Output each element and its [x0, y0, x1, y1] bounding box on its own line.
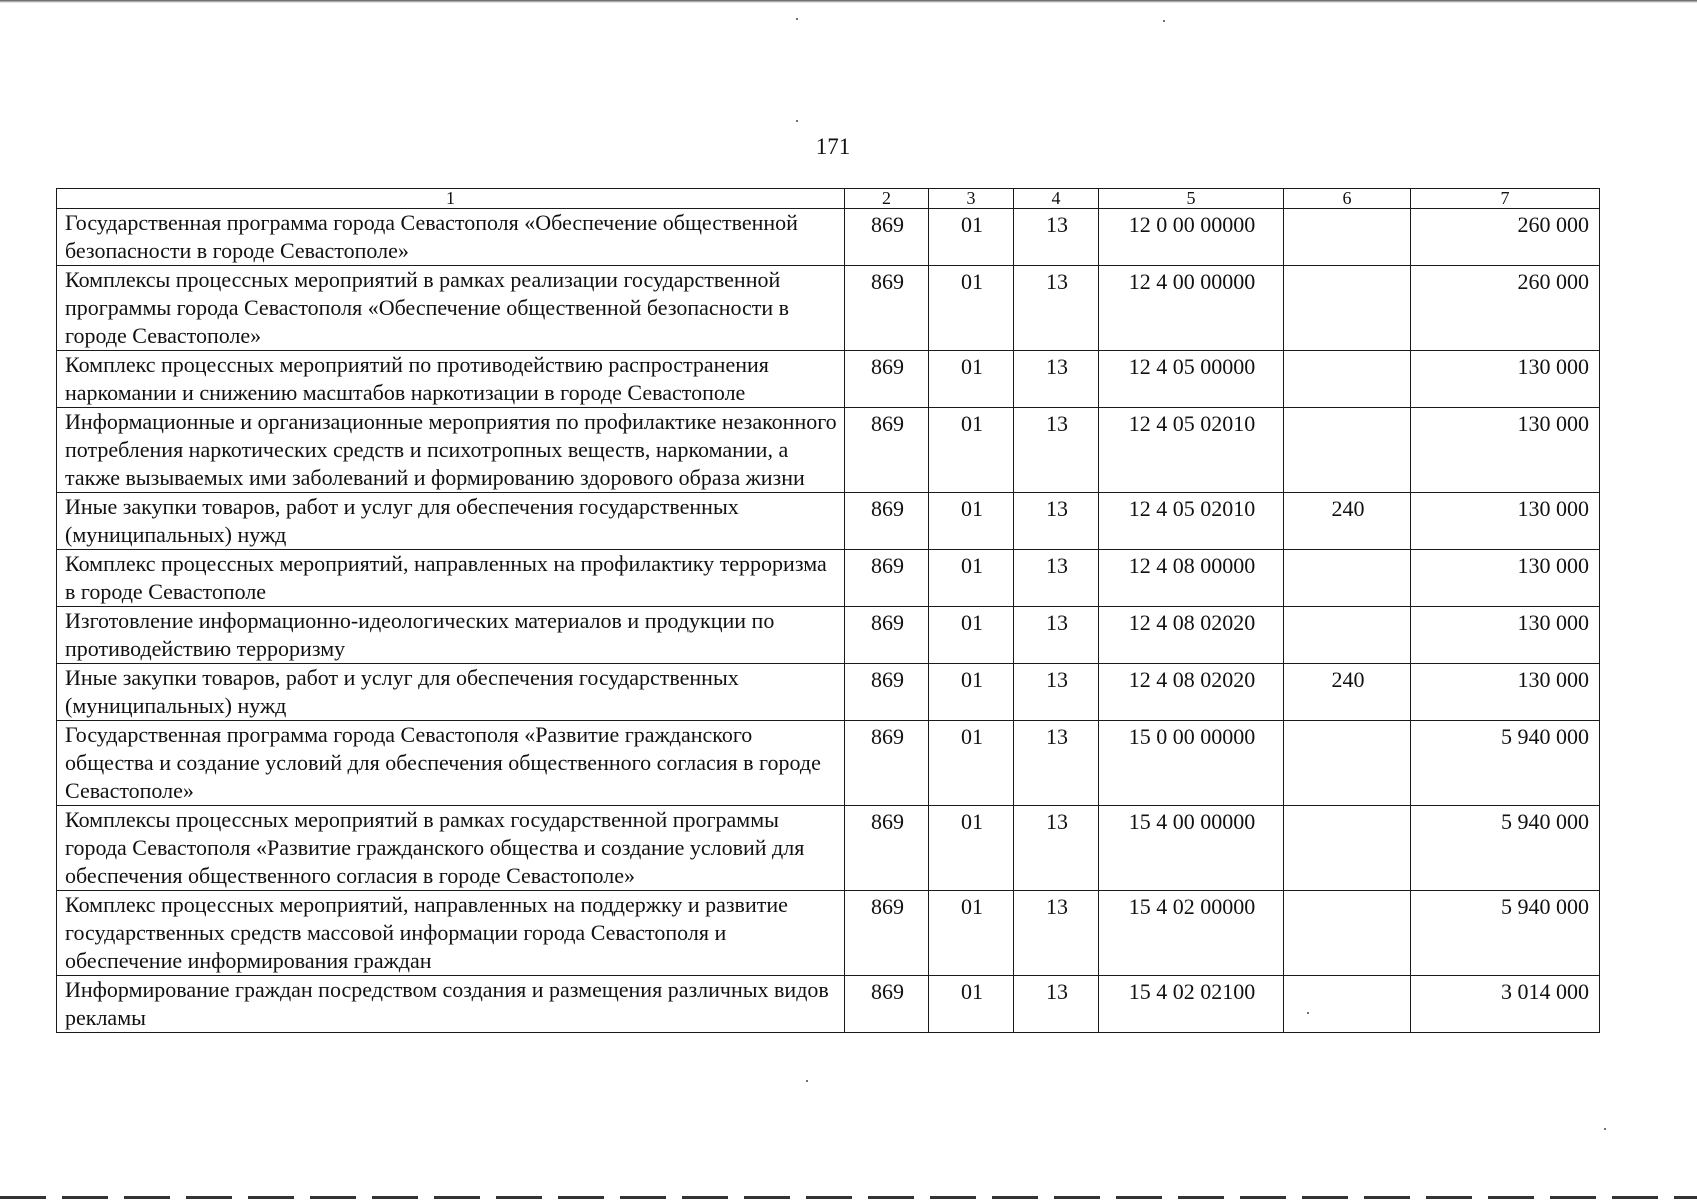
scan-speck	[1163, 20, 1165, 22]
table-header-row	[57, 189, 1600, 209]
table-row	[57, 493, 1600, 550]
row-name: Информирование граждан посредством создания и размещения различных видов рекламы	[57, 976, 845, 1033]
row-amount: 260 000	[1411, 209, 1600, 266]
header-cell: 6	[1284, 189, 1411, 209]
row-name: Иные закупки товаров, работ и услуг для обеспечения государственных (муниципальных) нужд	[57, 493, 845, 550]
row-target-code: 12 4 05 02010	[1099, 493, 1284, 550]
row-name: Государственная программа города Севастополя «Обеспечение общественной безопасности в городе Севастополе»	[57, 209, 845, 266]
table-row	[57, 664, 1600, 721]
row-section: 01	[929, 891, 1014, 976]
row-expense-type	[1284, 976, 1411, 1033]
scan-speck	[796, 18, 798, 20]
row-expense-type	[1284, 351, 1411, 408]
row-target-code: 12 4 08 02020	[1099, 664, 1284, 721]
row-ministry-code: 869	[845, 976, 929, 1033]
row-section: 01	[929, 209, 1014, 266]
row-ministry-code: 869	[845, 891, 929, 976]
row-amount: 5 940 000	[1411, 806, 1600, 891]
row-expense-type	[1284, 891, 1411, 976]
row-subsection: 13	[1014, 351, 1099, 408]
row-amount: 130 000	[1411, 408, 1600, 493]
header-cell: 3	[929, 189, 1014, 209]
row-name: Комплекс процессных мероприятий, направленных на поддержку и развитие государственных средств массовой информации города Севастополя и обеспечение информирования граждан	[57, 891, 845, 976]
row-amount: 3 014 000	[1411, 976, 1600, 1033]
row-expense-type: 240	[1284, 664, 1411, 721]
header-cell: 1	[57, 189, 845, 209]
row-section: 01	[929, 408, 1014, 493]
row-subsection: 13	[1014, 976, 1099, 1033]
row-subsection: 13	[1014, 550, 1099, 607]
table-row	[57, 806, 1600, 891]
row-amount: 130 000	[1411, 550, 1600, 607]
row-name: Комплекс процессных мероприятий по противодействию распространения наркомании и снижению масштабов наркотизации в городе Севастополе	[57, 351, 845, 408]
row-amount: 130 000	[1411, 493, 1600, 550]
row-ministry-code: 869	[845, 550, 929, 607]
header-cell: 7	[1411, 189, 1600, 209]
scan-speck	[1307, 1012, 1309, 1014]
row-amount: 5 940 000	[1411, 721, 1600, 806]
row-target-code: 15 4 02 00000	[1099, 891, 1284, 976]
row-section: 01	[929, 976, 1014, 1033]
row-amount: 5 940 000	[1411, 891, 1600, 976]
row-target-code: 12 4 05 02010	[1099, 408, 1284, 493]
row-subsection: 13	[1014, 607, 1099, 664]
scan-speck	[796, 120, 798, 122]
row-ministry-code: 869	[845, 408, 929, 493]
table-row	[57, 891, 1600, 976]
row-expense-type: 240	[1284, 493, 1411, 550]
row-target-code: 12 4 00 00000	[1099, 266, 1284, 351]
row-amount: 130 000	[1411, 351, 1600, 408]
table-row	[57, 976, 1600, 1033]
row-ministry-code: 869	[845, 266, 929, 351]
row-expense-type	[1284, 607, 1411, 664]
scan-speck	[1604, 1128, 1606, 1130]
budget-table	[56, 188, 1600, 1033]
row-name: Государственная программа города Севастополя «Развитие гражданского общества и создание условий для обеспечения общественного согласия в городе Севастополе»	[57, 721, 845, 806]
header-cell: 2	[845, 189, 929, 209]
table-row	[57, 408, 1600, 493]
row-subsection: 13	[1014, 408, 1099, 493]
row-expense-type	[1284, 408, 1411, 493]
row-amount: 130 000	[1411, 664, 1600, 721]
table-row	[57, 209, 1600, 266]
row-name: Информационные и организационные мероприятия по профилактике незаконного потребления наркотических средств и психотропных веществ, наркомании, а также вызываемых ими заболеваний и формированию здорового образа жизни	[57, 408, 845, 493]
row-name: Комплекс процессных мероприятий, направленных на профилактику терроризма в городе Севастополе	[57, 550, 845, 607]
row-ministry-code: 869	[845, 493, 929, 550]
page-number: 171	[815, 134, 851, 159]
row-target-code: 12 4 08 00000	[1099, 550, 1284, 607]
row-section: 01	[929, 721, 1014, 806]
table-row	[57, 351, 1600, 408]
row-ministry-code: 869	[845, 607, 929, 664]
header-cell: 4	[1014, 189, 1099, 209]
row-name: Комплексы процессных мероприятий в рамках государственной программы города Севастополя «Развитие гражданского общества и создание условий для обеспечения общественного согласия в городе Севастополе»	[57, 806, 845, 891]
row-subsection: 13	[1014, 806, 1099, 891]
row-expense-type	[1284, 550, 1411, 607]
row-ministry-code: 869	[845, 806, 929, 891]
row-subsection: 13	[1014, 664, 1099, 721]
row-section: 01	[929, 493, 1014, 550]
row-section: 01	[929, 550, 1014, 607]
row-amount: 130 000	[1411, 607, 1600, 664]
row-subsection: 13	[1014, 493, 1099, 550]
row-subsection: 13	[1014, 891, 1099, 976]
row-expense-type	[1284, 209, 1411, 266]
row-target-code: 12 4 08 02020	[1099, 607, 1284, 664]
row-section: 01	[929, 806, 1014, 891]
row-target-code: 12 0 00 00000	[1099, 209, 1284, 266]
row-ministry-code: 869	[845, 721, 929, 806]
row-section: 01	[929, 664, 1014, 721]
row-name: Комплексы процессных мероприятий в рамках реализации государственной программы города Севастополя «Обеспечение общественной безопасности в городе Севастополе»	[57, 266, 845, 351]
scan-edge-shadow	[0, 0, 1697, 3]
row-ministry-code: 869	[845, 209, 929, 266]
row-target-code: 15 0 00 00000	[1099, 721, 1284, 806]
table-row	[57, 607, 1600, 664]
row-subsection: 13	[1014, 209, 1099, 266]
row-expense-type	[1284, 806, 1411, 891]
row-ministry-code: 869	[845, 351, 929, 408]
row-name: Иные закупки товаров, работ и услуг для обеспечения государственных (муниципальных) нужд	[57, 664, 845, 721]
row-expense-type	[1284, 721, 1411, 806]
row-expense-type	[1284, 266, 1411, 351]
row-subsection: 13	[1014, 266, 1099, 351]
header-cell: 5	[1099, 189, 1284, 209]
row-ministry-code: 869	[845, 664, 929, 721]
row-name: Изготовление информационно-идеологических материалов и продукции по противодействию терроризму	[57, 607, 845, 664]
scan-edge-dashes	[0, 1196, 1697, 1199]
table-row	[57, 721, 1600, 806]
table-row	[57, 266, 1600, 351]
row-subsection: 13	[1014, 721, 1099, 806]
budget-table-wrapper	[56, 188, 1599, 1033]
row-section: 01	[929, 607, 1014, 664]
row-target-code: 15 4 02 02100	[1099, 976, 1284, 1033]
row-target-code: 15 4 00 00000	[1099, 806, 1284, 891]
row-target-code: 12 4 05 00000	[1099, 351, 1284, 408]
row-section: 01	[929, 266, 1014, 351]
scan-speck	[806, 1080, 808, 1082]
table-row	[57, 550, 1600, 607]
row-amount: 260 000	[1411, 266, 1600, 351]
row-section: 01	[929, 351, 1014, 408]
